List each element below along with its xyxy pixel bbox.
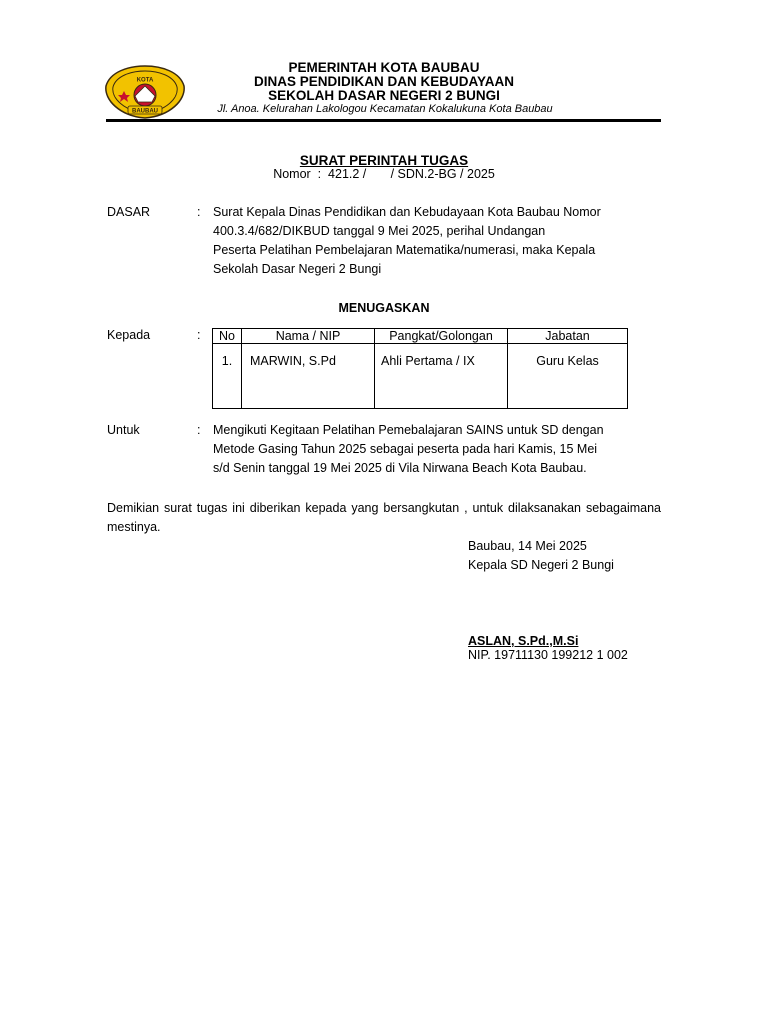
untuk-colon: : [197,423,201,437]
dasar-label: DASAR [107,205,151,219]
assignee-table [212,328,628,409]
logo-text-bottom: BAUBAU [132,108,158,115]
letterhead-address: Jl. Anoa. Kelurahan Lakologou Kecamatan Kokalukuna Kota Baubau [217,103,553,115]
document-number: Nomor : 421.2 / / SDN.2-BG / 2025 [273,167,495,181]
logo-text-top: KOTA [136,77,154,84]
letterhead-government: PEMERINTAH KOTA BAUBAU [288,60,480,75]
table-cell-no: 1. [213,344,242,409]
table-header-pangkat: Pangkat/Golongan [375,329,508,344]
kepada-label: Kepada [107,328,151,342]
document-title: SURAT PERINTAH TUGAS [299,153,469,168]
untuk-line: s/d Senin tanggal 19 Mei 2025 di Vila Nirwana Beach Kota Baubau. [213,461,587,475]
table-header-nama: Nama / NIP [242,329,375,344]
city-emblem-logo [104,64,186,120]
letterhead-divider [106,119,661,122]
letterhead-school: SEKOLAH DASAR NEGERI 2 BUNGI [268,88,500,103]
signature-nip: NIP. 19711130 199212 1 002 [468,648,628,662]
table-header-no: No [213,329,242,344]
dasar-line: Surat Kepala Dinas Pendidikan dan Kebudayaan Kota Baubau Nomor [213,205,601,219]
signature-name: ASLAN, S.Pd.,M.Si [468,634,579,648]
table-cell-jabatan: Guru Kelas [508,344,628,409]
dasar-line: Peserta Pelatihan Pembelajaran Matematika/numerasi, maka Kepala [213,243,596,257]
kepada-colon: : [197,328,201,342]
dasar-colon: : [197,205,201,219]
menugaskan-heading: MENUGASKAN [338,301,430,315]
signature-position: Kepala SD Negeri 2 Bungi [468,558,614,572]
untuk-label: Untuk [107,423,140,437]
signature-place-date: Baubau, 14 Mei 2025 [468,539,587,553]
untuk-line: Mengikuti Kegitaan Pelatihan Pemebalajaran SAINS untuk SD dengan [213,423,604,437]
letterhead-department: DINAS PENDIDIKAN DAN KEBUDAYAAN [253,74,515,89]
table-header-row [213,329,628,344]
table-header-jabatan: Jabatan [508,329,628,344]
dasar-line: 400.3.4/682/DIKBUD tanggal 9 Mei 2025, perihal Undangan [213,224,546,238]
untuk-text [213,421,663,478]
table-row [213,344,628,409]
untuk-line: Metode Gasing Tahun 2025 sebagai peserta pada hari Kamis, 15 Mei [213,442,598,456]
table-cell-nama: MARWIN, S.Pd [242,344,375,409]
closing-paragraph: Demikian surat tugas ini diberikan kepada yang bersangkutan , untuk dilaksanakan sebagaimana mestinya. [107,501,661,534]
table-cell-pangkat: Ahli Pertama / IX [375,344,508,409]
dasar-line: Sekolah Dasar Negeri 2 Bungi [213,262,382,276]
dasar-text [213,203,663,279]
